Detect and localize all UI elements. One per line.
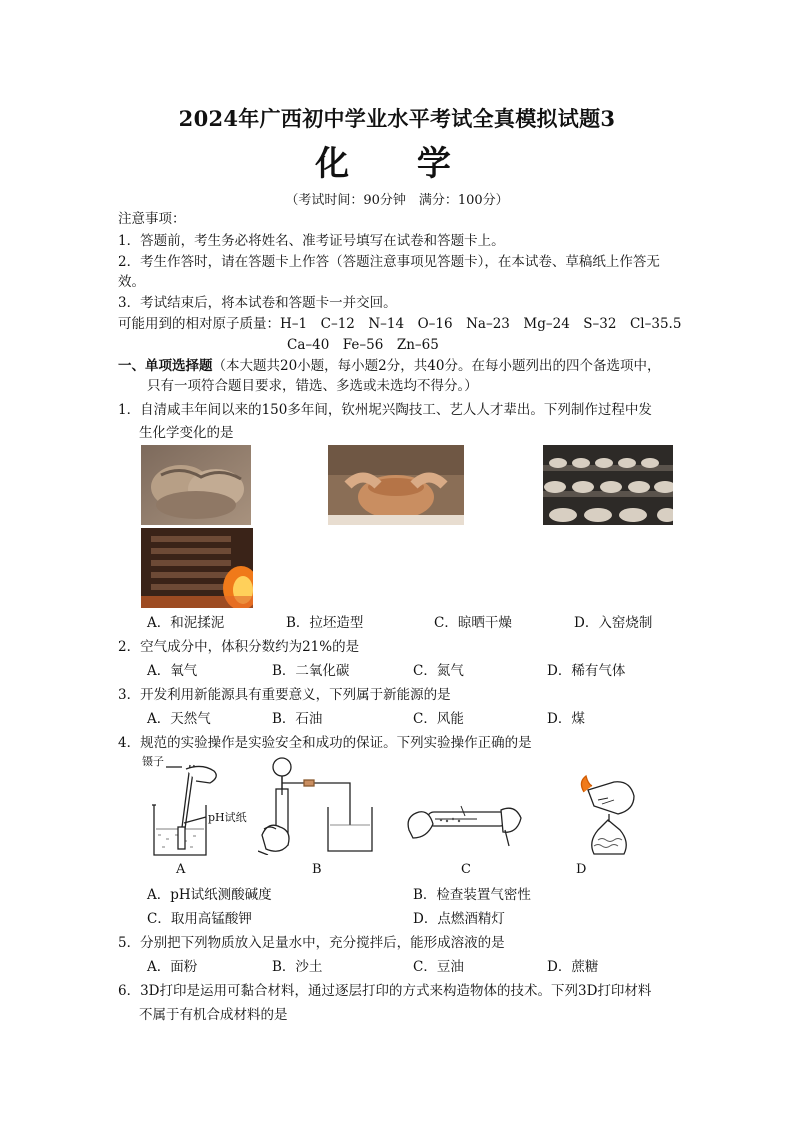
q2-stem: 2．空气成分中，体积分数约为21%的是 xyxy=(118,639,360,655)
label-ph-paper: pH试纸 xyxy=(208,811,247,824)
subject-title: 化 学 xyxy=(315,144,479,184)
q3-stem: 3．开发利用新能源具有重要意义，下列属于新能源的是 xyxy=(118,687,451,703)
q1-option-c[interactable]: C．晾晒干燥 xyxy=(434,615,512,631)
q3-option-c[interactable]: C．风能 xyxy=(413,711,464,727)
note-3: 3．考试结束后，将本试卷和答题卡一并交回。 xyxy=(118,295,397,311)
q3-option-a[interactable]: A．天然气 xyxy=(147,711,211,727)
notes-heading: 注意事项： xyxy=(118,211,186,227)
q4-stem: 4．规范的实验操作是实验安全和成功的保证。下列实验操作正确的是 xyxy=(118,735,532,751)
fig-ph-test xyxy=(140,757,250,861)
fig-caption-c: C xyxy=(461,862,471,877)
q2-option-c[interactable]: C．氮气 xyxy=(413,663,464,679)
q6-stem-cont: 不属于有机合成材料的是 xyxy=(139,1007,288,1023)
section-heading xyxy=(118,357,660,375)
q2-option-b[interactable]: B．二氧化碳 xyxy=(272,663,350,679)
exam-info: （考试时间：90分钟 满分：100分） xyxy=(285,193,509,208)
fig-caption-d: D xyxy=(576,862,587,877)
q2-option-d[interactable]: D．稀有气体 xyxy=(547,663,626,679)
fig-airtightness xyxy=(258,755,378,855)
note-1: 1．答题前，考生务必将姓名、准考证号填写在试卷和答题卡上。 xyxy=(118,233,505,249)
fig-caption-a: A xyxy=(176,862,186,877)
section-heading-line2: 只有一项符合题目要求，错选、多选或未选均不得分。） xyxy=(147,378,478,394)
q1-stem-cont: 生化学变化的是 xyxy=(139,425,234,441)
q2-option-a[interactable]: A．氧气 xyxy=(147,663,198,679)
atomic-masses-2: Ca–40 Fe–56 Zn–65 xyxy=(287,337,439,353)
q5-option-b[interactable]: B．沙土 xyxy=(272,959,323,975)
q5-option-d[interactable]: D．蔗糖 xyxy=(547,959,599,975)
q1-option-b[interactable]: B．拉坯造型 xyxy=(286,615,364,631)
note-2-cont: 效。 xyxy=(118,274,145,290)
section-heading-bold: 一、单项选择题 xyxy=(118,358,213,374)
q1-option-a[interactable]: A．和泥揉泥 xyxy=(147,615,225,631)
q5-option-a[interactable]: A．面粉 xyxy=(147,959,198,975)
q5-option-c[interactable]: C．豆油 xyxy=(413,959,464,975)
q6-stem: 6．3D打印是运用可黏合材料，通过逐层打印的方式来构造物体的技术。下列3D打印材料 xyxy=(118,983,652,999)
exam-title: 2024年广西初中学业水平考试全真模拟试题3 xyxy=(178,106,616,131)
q5-stem: 5．分别把下列物质放入足量水中，充分搅拌后，能形成溶液的是 xyxy=(118,935,505,951)
q3-option-b[interactable]: B．石油 xyxy=(272,711,323,727)
fig-caption-b: B xyxy=(312,862,322,877)
q4-option-b[interactable]: B．检查装置气密性 xyxy=(413,887,531,903)
section-heading-rest: （本大题共20小题，每小题2分，共40分。在每小题列出的四个备选项中， xyxy=(212,358,661,374)
fig-light-alcohol-lamp xyxy=(568,770,648,858)
q4-option-a[interactable]: A．pH试纸测酸碱度 xyxy=(147,887,272,903)
photo-kneading-clay xyxy=(141,445,251,525)
q1-option-d[interactable]: D．入窑烧制 xyxy=(574,615,653,631)
atomic-masses-1: 可能用到的相对原子质量：H–1 C–12 N–14 O–16 Na–23 Mg–24 S–32 Cl–35.5 xyxy=(118,316,682,332)
photo-kiln-firing xyxy=(141,528,253,608)
note-2: 2．考生作答时，请在答题卡上作答（答题注意事项见答题卡），在本试卷、草稿纸上作答无 xyxy=(118,254,660,270)
photo-drying-bowls xyxy=(543,445,673,525)
q3-option-d[interactable]: D．煤 xyxy=(547,711,585,727)
q4-option-d[interactable]: D．点燃酒精灯 xyxy=(413,911,505,927)
q4-option-c[interactable]: C．取用高锰酸钾 xyxy=(147,911,252,927)
label-tweezers: 镊子 xyxy=(142,755,164,768)
fig-take-kmno4 xyxy=(405,790,525,850)
photo-throwing-pot xyxy=(328,445,464,525)
q1-stem: 1．自清咸丰年间以来的150多年间，钦州坭兴陶技工、艺人人才辈出。下列制作过程中发 xyxy=(118,402,652,418)
